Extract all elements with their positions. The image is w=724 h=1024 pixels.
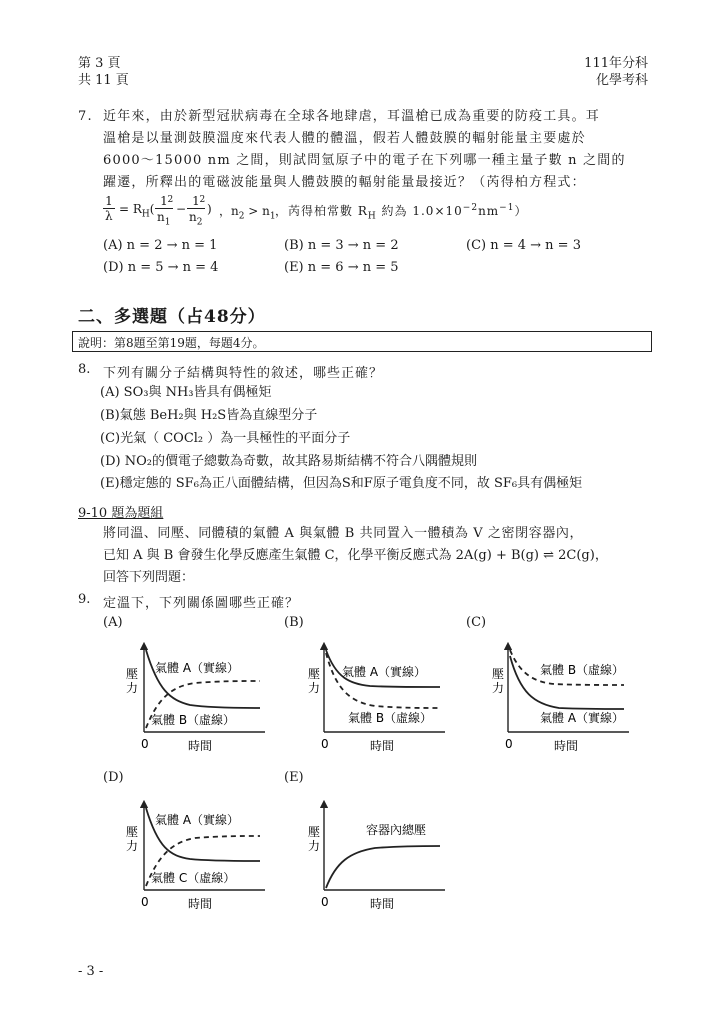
graph-e-label[interactable]: (E) (284, 770, 304, 785)
graph-a-xlabel: 時間 (188, 739, 213, 753)
q7-option-d[interactable]: (D) n = 5 → n = 4 (103, 260, 219, 275)
graph-a-origin: 0 (141, 737, 149, 751)
graph-c-xlabel: 時間 (554, 739, 579, 753)
instructions-text: 說明：第8題至第19題，每題4分。 (78, 336, 265, 350)
graph-b-ylabel-1: 壓 (308, 667, 321, 681)
q7-option-a[interactable]: (A) n = 2 → n = 1 (103, 238, 218, 253)
q7-line-3: 6000～15000 nm 之間，則試問氫原子中的電子在下列哪一種主量子數 n 之間的 (103, 153, 626, 168)
graph-b-origin: 0 (321, 737, 329, 751)
q9-number: 9. (78, 592, 91, 607)
graph-b-xlabel: 時間 (370, 739, 395, 753)
graph-c-dashed-label: 氣體 B（虛線） (540, 663, 625, 677)
rydberg-formula: 1 λ = $R_H$( 1 $n_1^2$ − 1 $n_2^2$ ) ，$n_2 > n_1$ ，芮得柏常數 $R_H$ 約為 $1.0\times 10^{-2}nm^{-1}$） (105, 194, 528, 228)
graph-b (290, 638, 455, 756)
graph-a-ylabel-1: 壓 (126, 667, 139, 681)
graph-e-solid-label: 容器內總壓 (366, 823, 427, 837)
graph-e-ylabel-2: 力 (308, 839, 321, 853)
group-line-1: 將同溫、同壓、同體積的氣體 A 與氣體 B 共同置入一體積為 V 之密閉容器內， (103, 526, 584, 541)
graph-c-ylabel-1: 壓 (492, 667, 505, 681)
group-line-2: 已知 A 與 B 會發生化學反應產生氣體 C，化學平衡反應式為 2A(g) + B(g) ⇌ 2C(g)， (103, 548, 608, 563)
graph-a-dashed-label: 氣體 B（虛線） (151, 713, 236, 727)
q8-stem: 下列有關分子結構與特性的敘述，哪些正確？ (103, 366, 384, 381)
graph-b-dashed-label: 氣體 B（虛線） (348, 711, 433, 725)
q8-option-b[interactable]: (B)氣態 BeH₂與 H₂S皆為直線型分子 (100, 408, 318, 423)
graph-a (110, 638, 275, 756)
header-total-pages: 共 11 頁 (78, 73, 129, 88)
graph-d (110, 796, 275, 914)
graph-c-label[interactable]: (C) (466, 615, 487, 630)
q7-option-c[interactable]: (C) n = 4 → n = 3 (466, 238, 581, 253)
section-2-title: 二、多選題（占48分） (78, 307, 266, 327)
graph-e-origin: 0 (321, 895, 329, 909)
formula-unit: nm (478, 204, 500, 218)
graph-d-ylabel-2: 力 (126, 839, 139, 853)
graph-b-solid-label: 氣體 A（實線） (342, 665, 427, 679)
graph-e-xlabel: 時間 (370, 897, 395, 911)
header-subject: 化學考科 (595, 73, 648, 88)
q7-line-2: 溫槍是以量測鼓膜溫度來代表人體的體溫，假若人體鼓膜的輻射能量主要處於 (103, 131, 586, 146)
q7-number: 7. (78, 109, 93, 124)
graph-d-origin: 0 (141, 895, 149, 909)
q7-option-e[interactable]: (E) n = 6 → n = 5 (284, 260, 399, 275)
q8-option-e[interactable]: (E)穩定態的 SF₆為正八面體結構，但因為S和F原子電負度不同，故 SF₆具有偶極矩 (100, 476, 583, 491)
graph-e-ylabel-1: 壓 (308, 825, 321, 839)
q9-stem: 定溫下，下列關係圖哪些正確？ (103, 596, 300, 611)
graph-a-ylabel-2: 力 (126, 681, 139, 695)
footer-page-number: - 3 - (78, 964, 104, 979)
q7-line-1: 近年來，由於新型冠狀病毒在全球各地肆虐，耳溫槍已成為重要的防疫工具。耳 (103, 109, 601, 124)
q7-option-b[interactable]: (B) n = 3 → n = 2 (284, 238, 399, 253)
graph-d-dashed-label: 氣體 C（虛線） (151, 871, 236, 885)
graph-c-solid-label: 氣體 A（實線） (540, 711, 625, 725)
q8-option-c[interactable]: (C)光氣（ COCl₂ ）為一具極性的平面分子 (100, 431, 351, 446)
graph-b-ylabel-2: 力 (308, 681, 321, 695)
formula-value: 約為 1.0×10 (381, 204, 463, 218)
q7-line-4: 躍遷，所釋出的電磁波能量與人體鼓膜的輻射能量最接近？（芮得柏方程式： (103, 175, 586, 190)
graph-d-xlabel: 時間 (188, 897, 213, 911)
graph-d-solid-label: 氣體 A（實線） (155, 813, 240, 827)
graph-e (290, 796, 455, 914)
formula-tail: ，芮得柏常數 R (275, 204, 368, 218)
graph-a-solid-label: 氣體 A（實線） (155, 661, 240, 675)
header-page: 第 3 頁 (78, 56, 121, 71)
graph-c-origin: 0 (505, 737, 513, 751)
graph-c-ylabel-2: 力 (492, 681, 505, 695)
graph-a-label[interactable]: (A) (103, 615, 123, 630)
q8-option-d[interactable]: (D) NO₂的價電子總數為奇數，故其路易斯結構不符合八隅體規則 (100, 454, 477, 469)
q8-option-a[interactable]: (A) SO₃與 NH₃皆具有偶極矩 (100, 385, 272, 400)
graph-d-ylabel-1: 壓 (126, 825, 139, 839)
group-title: 9-10 題為題組 (78, 506, 164, 521)
header-year: 111年分科 (584, 56, 648, 71)
graph-d-label[interactable]: (D) (103, 770, 124, 785)
group-line-3: 回答下列問題： (103, 570, 195, 585)
graph-b-label[interactable]: (B) (284, 615, 304, 630)
q8-number: 8. (78, 362, 91, 377)
graph-c (474, 638, 639, 756)
instructions-box (72, 331, 652, 352)
